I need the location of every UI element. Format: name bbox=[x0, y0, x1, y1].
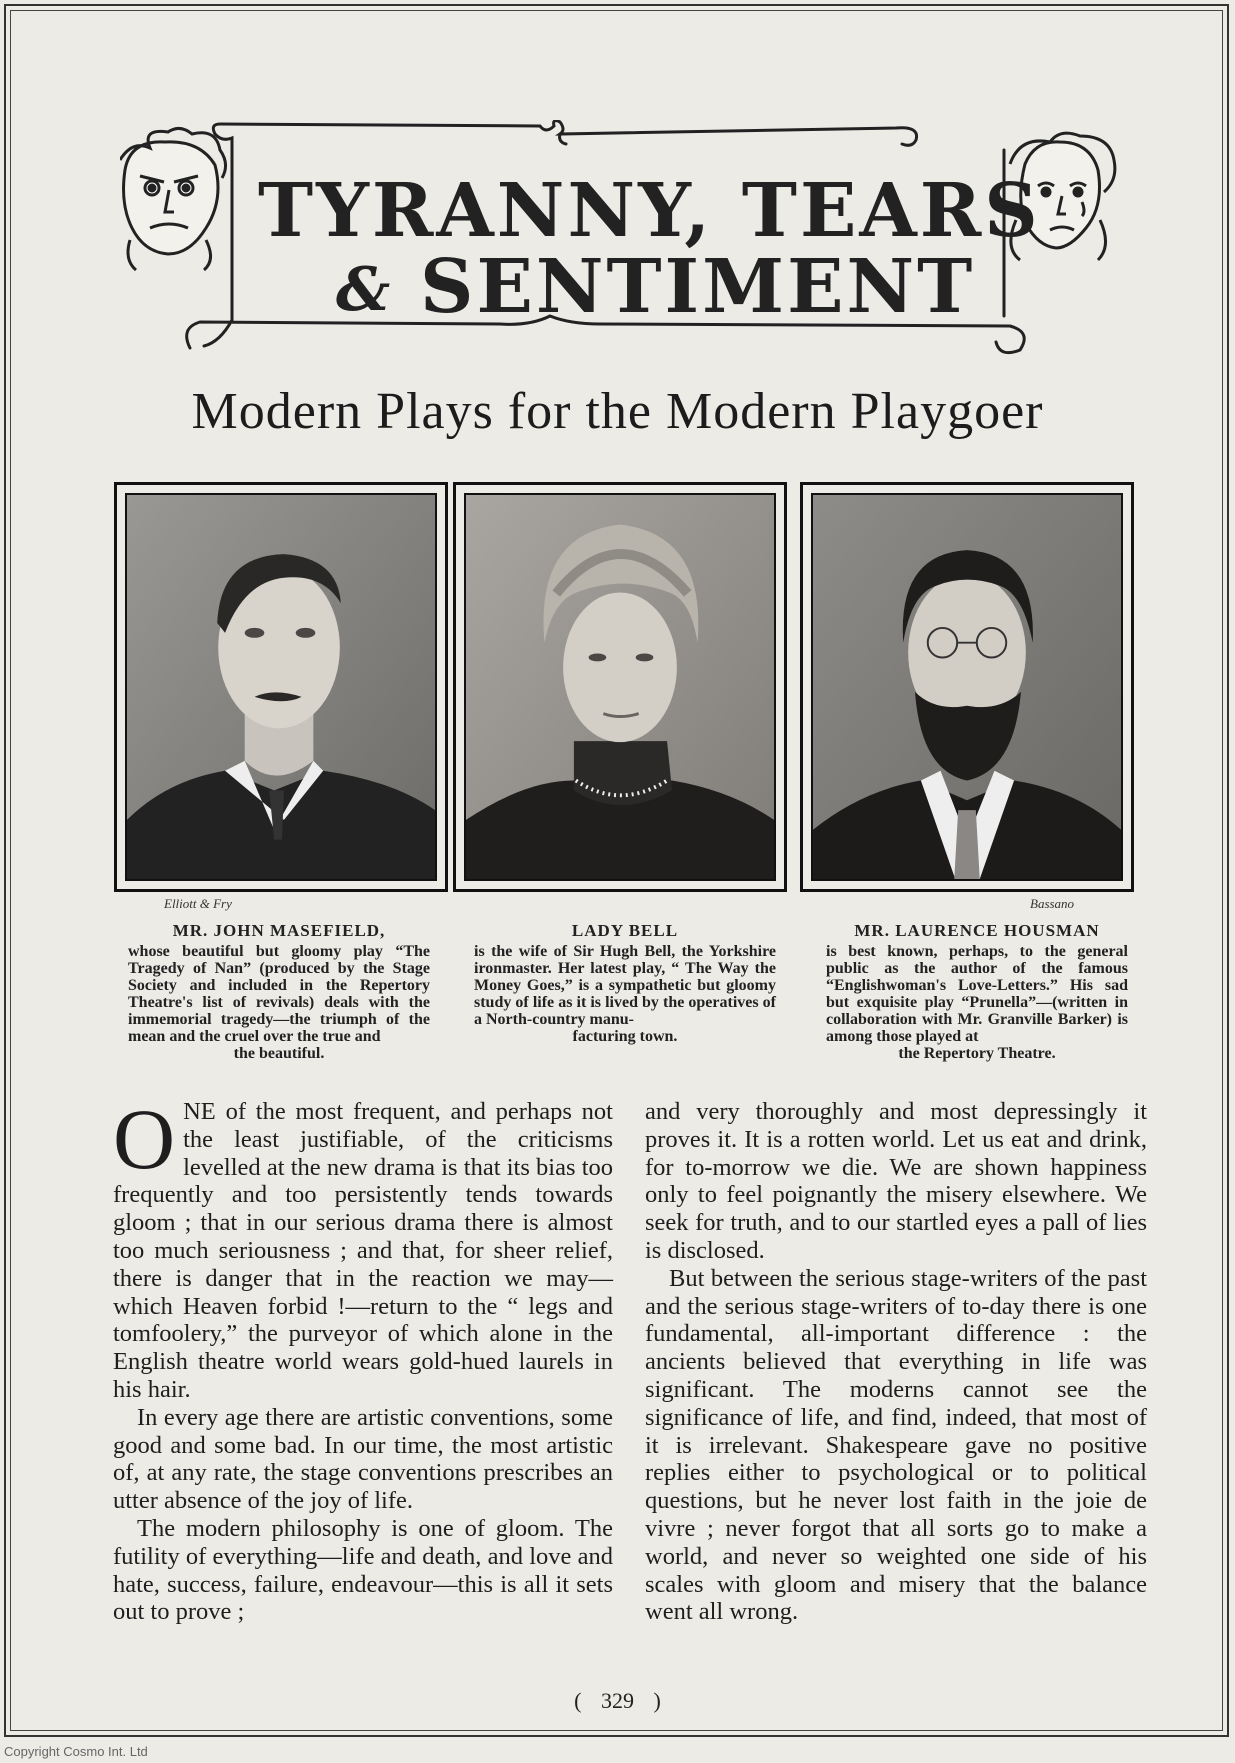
article-subtitle: Modern Plays for the Modern Playgoer bbox=[191, 383, 1044, 440]
article-column-right bbox=[645, 1098, 1147, 1626]
caption-name: MR. LAURENCE HOUSMAN bbox=[854, 921, 1100, 940]
caption-housman bbox=[826, 922, 1128, 1062]
caption-text: whose beautiful but gloomy play “The Tragedy of Nan” (produced by the Stage Society and included in the Repertory Theatre's list of revivals) deals with the immemorial tragedy—the triumph of the mean and the cruel over the true and bbox=[128, 943, 430, 1045]
article-paragraph: The modern philosophy is one of gloom. The futility of everything—life and death, and love and hate, success, failure, endeavour—this is all it sets out to prove ; bbox=[113, 1514, 613, 1626]
article-column-left bbox=[113, 1091, 613, 1626]
portrait-frame-housman bbox=[800, 482, 1134, 892]
drop-cap: O bbox=[113, 1091, 176, 1187]
portrait-photo-lady-bell bbox=[464, 493, 776, 881]
copyright-notice: Copyright Cosmo Int. Ltd bbox=[4, 1744, 148, 1759]
caption-name: MR. JOHN MASEFIELD, bbox=[172, 921, 386, 940]
portrait-frame-masefield bbox=[114, 482, 448, 892]
caption-text-last-line: the beautiful. bbox=[233, 1045, 325, 1062]
portrait-photo-masefield bbox=[125, 493, 437, 881]
caption-lady-bell bbox=[474, 922, 776, 1045]
paragraph-text: NE of the most frequent, and perhaps not the least justifiable, of the criticisms levelled at the new drama is that its bias too frequently and too persistently tends towards gloom ; that in our serious drama there is almost too much seriousness ; and that, for sheer relief, there is danger that in the reaction we may—which Heaven forbid !—return to the “ legs and tomfoolery,” the purveyor of which alone in the English theatre world wears gold-hued laurels in his hair. bbox=[113, 1098, 613, 1403]
article-paragraph: and very thoroughly and most depressingly it proves it. It is a rotten world. Let us eat and drink, for to-morrow we die. We are shown happiness only to feel poignantly the misery elsewhere. We seek for truth, and to our startled eyes a pall of lies is disclosed. bbox=[645, 1098, 1147, 1264]
portrait-photo-housman bbox=[811, 493, 1123, 881]
caption-text-last-line: facturing town. bbox=[572, 1028, 678, 1045]
portrait-frame-lady-bell bbox=[453, 482, 787, 892]
photo-credit-masefield: Elliott & Fry bbox=[164, 896, 232, 911]
article-paragraph: But between the serious stage-writers of the past and the serious stage-writers of to-day there is one fundamental, all-important difference : the ancients believed that everything in life was significant. The moderns cannot see the significance of life, and find, indeed, that most of it is irrelevant. Shakespeare gave no positive replies either to psychological or to political questions, but he never lost faith in the joie de vivre ; never forgot that all sorts go to make a world, and never so weighted one side of his scales with gloom and misery that the balance went all wrong. bbox=[645, 1264, 1147, 1626]
caption-text: is the wife of Sir Hugh Bell, the Yorkshire ironmaster. Her latest play, “ The Way the Money Goes,” is a sympathetic but gloomy study of life as it is lived by the operatives of a North-country manu- bbox=[474, 943, 776, 1028]
article-title-line2: SENTIMENT bbox=[420, 244, 976, 330]
article-title-ampersand: & bbox=[336, 255, 394, 325]
article-title-line1: TYRANNY, TEARS bbox=[258, 168, 1041, 254]
caption-text: is best known, perhaps, to the general public as the author of the famous “Englishwoman's Love-Letters.” His sad but exquisite play “Prunella”—(written in collaboration with Mr. Granville Barker) is among those played at bbox=[826, 943, 1128, 1045]
article-paragraph: In every age there are artistic conventions, some good and some bad. In our time, the most artistic of, at any rate, the stage conventions prescribes an utter absence of the joy of life. bbox=[113, 1403, 613, 1515]
page-number: ( 329 ) bbox=[574, 1688, 661, 1713]
caption-masefield bbox=[128, 922, 430, 1062]
photo-credit-housman: Bassano bbox=[1030, 896, 1075, 911]
article-paragraph bbox=[113, 1091, 613, 1404]
caption-text-last-line: the Repertory Theatre. bbox=[898, 1045, 1056, 1062]
comedy-mask-icon bbox=[120, 128, 226, 270]
caption-name: LADY BELL bbox=[571, 921, 679, 940]
